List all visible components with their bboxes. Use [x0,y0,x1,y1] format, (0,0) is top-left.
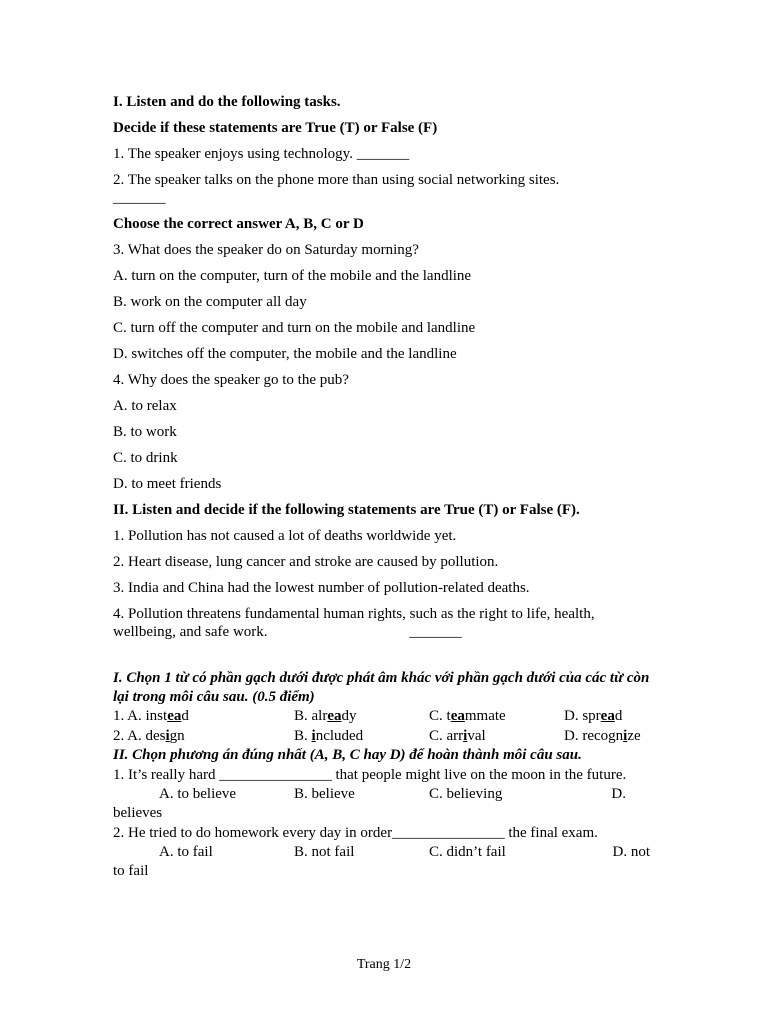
phon-1a: 1. A. instead [113,708,189,724]
grammar-q1-option-d: D. [611,786,626,802]
grammar-q1-option-b: B. believe [294,786,355,802]
part2-statement-4 [113,605,658,641]
question-3: 3. What does the speaker do on Saturday morning? [113,242,419,258]
question-4-option-b: B. to work [113,424,177,440]
grammar-q1-options [113,785,658,804]
part1-statement-2: 2. The speaker talks on the phone more than using social networking sites. [113,172,560,188]
phon-2a: 2. A. design [113,727,185,744]
part1-statement-2-blank: _______ [113,190,166,206]
part2-statement-1: 1. Pollution has not caused a lot of deaths worldwide yet. [113,528,457,544]
question-3-option-b: B. work on the computer all day [113,294,307,310]
part1-statement-1: 1. The speaker enjoys using technology. _______ [113,146,410,162]
phon-1d: D. spread [564,708,623,724]
grammar-q2-option-c: C. didn’t fail [429,844,506,860]
grammar-question-1: 1. It’s really hard _______________ that people might live on the moon in the future. [113,766,627,783]
phon-2d: D. recognize [564,727,641,744]
grammar-q1-option-c: C. believing [429,786,503,802]
grammar-q2-option-d-text: to fail [113,863,149,879]
phonetics-row-2 [113,727,658,747]
document-body [113,93,658,882]
phonetics-heading: I. Chọn 1 từ có phần gạch dưới được phát âm khác với phần gạch dưới của các từ còn lại trong môi câu sau. (0.5 điểm) [113,670,650,705]
question-4-option-c: C. to drink [113,450,178,466]
grammar-heading: II. Chọn phương án đúng nhất (A, B, C hay D) để hoàn thành môi câu sau. [113,747,582,763]
part1-mc-heading: Choose the correct answer A, B, C or D [113,216,364,232]
part1-tf-heading: Decide if these statements are True (T) or False (F) [113,120,438,136]
part2-statement-4-blank: _______ [409,624,462,640]
question-3-option-a: A. turn on the computer, turn of the mobile and the landline [113,268,472,284]
grammar-question-2: 2. He tried to do homework every day in order_______________ the final exam. [113,824,598,841]
phon-2b: B. included [294,727,364,744]
question-4-option-d: D. to meet friends [113,476,222,492]
grammar-q2-option-b: B. not fail [294,844,355,860]
phonetics-row-1 [113,707,658,727]
question-3-option-c: C. turn off the computer and turn on the mobile and landline [113,320,476,336]
question-4: 4. Why does the speaker go to the pub? [113,372,349,388]
grammar-q2-options [113,843,658,862]
phon-2c: C. arrival [429,727,486,744]
question-4-option-a: A. to relax [113,398,177,414]
part2-statement-4-text: 4. Pollution threatens fundamental human rights, such as the right to life, health, wellbeing, and safe work. [113,606,595,640]
question-3-option-d: D. switches off the computer, the mobile and the landline [113,346,457,362]
page-footer: Trang 1/2 [356,957,412,972]
grammar-q2-option-a: A. to fail [159,844,213,860]
part2-statement-3: 3. India and China had the lowest number of pollution-related deaths. [113,580,530,596]
grammar-q1-option-a: A. to believe [159,786,237,802]
grammar-q1-option-d-text: believes [113,805,163,821]
part1-heading: I. Listen and do the following tasks. [113,94,341,110]
grammar-q2-option-d: D. not [612,844,650,860]
part2-statement-2: 2. Heart disease, lung cancer and stroke are caused by pollution. [113,554,499,570]
phon-1b: B. already [294,708,357,724]
part2-heading: II. Listen and decide if the following statements are True (T) or False (F). [113,502,580,518]
phon-1c: C. teammate [429,708,506,724]
